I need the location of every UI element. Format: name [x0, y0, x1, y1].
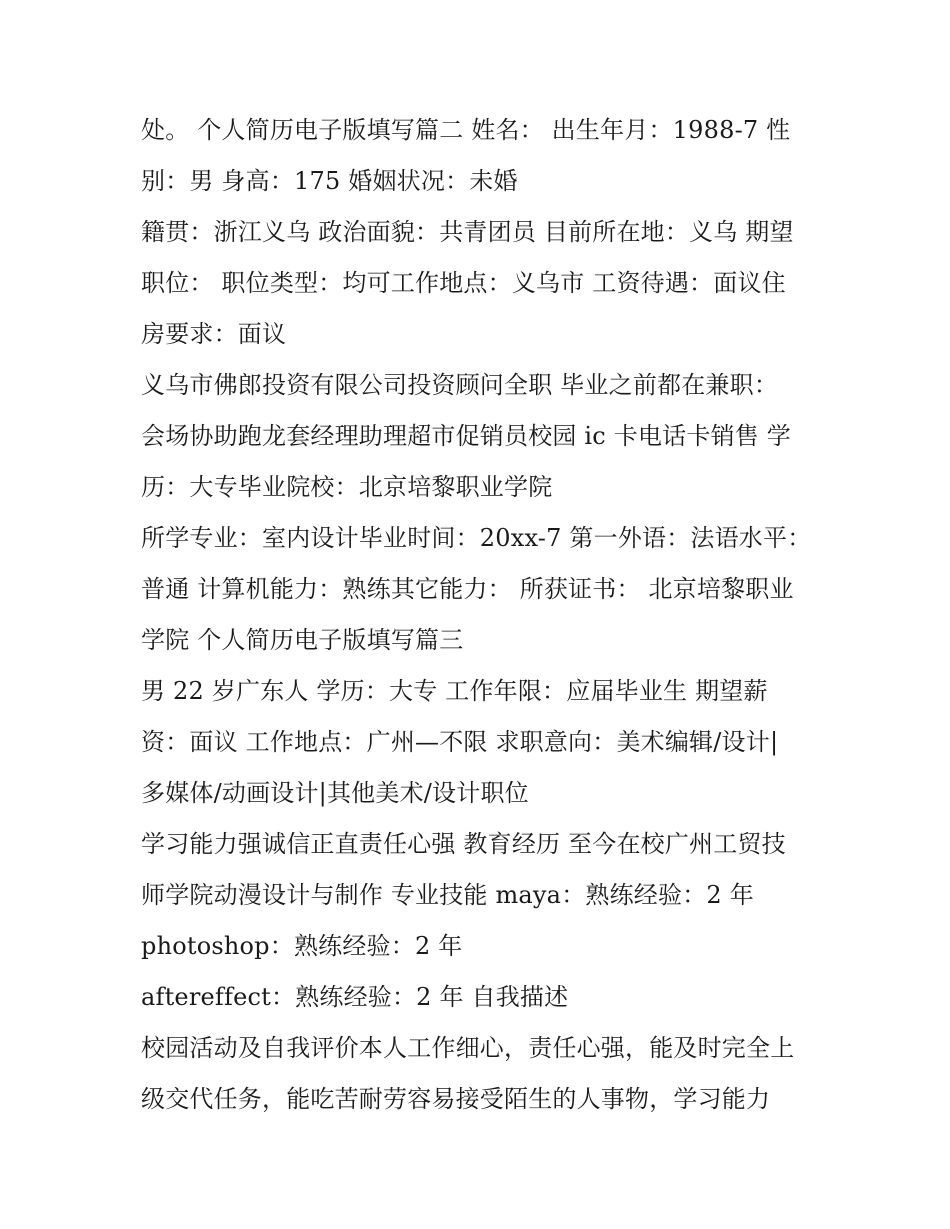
text-line: 学院 个人简历电子版填写篇三: [141, 626, 464, 654]
text-line: 学习能力强诚信正直责任心强 教育经历 至今在校广州工贸技: [141, 830, 786, 858]
text-line: 房要求：面议: [141, 320, 287, 348]
text-line: aftereffect：熟练经验：2 年 自我描述: [141, 983, 569, 1011]
text-line: photoshop：熟练经验：2 年: [141, 932, 463, 960]
text-line: 校园活动及自我评价本人工作细心，责任心强，能及时完全上: [141, 1034, 795, 1062]
text-line: 处。 个人简历电子版填写篇二 姓名： 出生年月：1988-7 性: [141, 116, 791, 144]
text-line: 会场协助跑龙套经理助理超市促销员校园 ic 卡电话卡销售 学: [141, 422, 792, 450]
text-line: 资：面议 工作地点：广州—不限 求职意向：美术编辑/设计|: [141, 728, 779, 756]
text-line: 义乌市佛郎投资有限公司投资顾问全职 毕业之前都在兼职：: [141, 371, 779, 399]
text-line: 历：大专毕业院校：北京培黎职业学院: [141, 473, 553, 501]
text-line: 籍贯：浙江义乌 政治面貌：共青团员 目前所在地：义乌 期望: [141, 218, 794, 246]
text-line: 多媒体/动画设计|其他美术/设计职位: [141, 779, 529, 807]
document-body: [141, 105, 831, 1125]
text-line: 所学专业：室内设计毕业时间：20xx-7 第一外语：法语水平：: [141, 524, 812, 552]
text-line: 别：男 身高：175 婚姻状况：未婚: [141, 167, 518, 195]
text-line: 级交代任务，能吃苦耐劳容易接受陌生的人事物，学习能力: [141, 1085, 771, 1113]
text-line: 男 22 岁广东人 学历：大专 工作年限：应届毕业生 期望薪: [141, 677, 768, 705]
text-line: 普通 计算机能力：熟练其它能力： 所获证书： 北京培黎职业: [141, 575, 794, 603]
text-line: 职位： 职位类型：均可工作地点：义乌市 工资待遇：面议住: [141, 269, 786, 297]
text-line: 师学院动漫设计与制作 专业技能 maya：熟练经验：2 年: [141, 881, 754, 909]
